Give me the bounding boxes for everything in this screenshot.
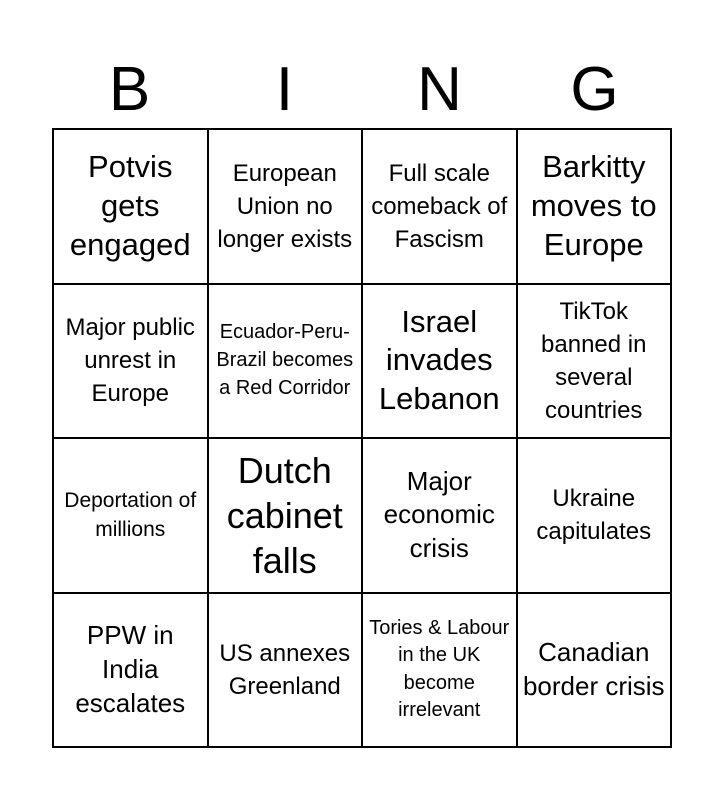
bingo-title	[52, 52, 672, 128]
bingo-cell-r3c3[interactable]	[362, 438, 517, 593]
cell-text: Major economic crisis	[383, 465, 495, 564]
bingo-cell-r3c4[interactable]	[517, 438, 672, 593]
bingo-cell-r3c1[interactable]	[53, 438, 208, 593]
bingo-card	[52, 128, 672, 748]
cell-text: Canadian border crisis	[522, 636, 665, 701]
title-letter-i: I	[275, 55, 294, 124]
cell-text: Barkitty moves to Europe	[530, 149, 657, 262]
cell-text: Potvis gets engaged	[69, 149, 191, 262]
title-letter-b: B	[108, 55, 151, 124]
cell-text: Deportation of millions	[64, 488, 197, 542]
cell-text: PPW in India escalates	[75, 620, 186, 718]
title-letter-g: G	[570, 55, 619, 124]
bingo-cell-r3c2[interactable]	[208, 438, 363, 593]
title-letter-n: N	[417, 55, 462, 124]
cell-text: Full scale comeback of Fascism	[371, 159, 508, 253]
cell-text: Israel invades Lebanon	[378, 303, 500, 417]
bingo-cell-r4c3[interactable]	[362, 593, 517, 748]
cell-text: Major public unrest in Europe	[65, 314, 195, 408]
bingo-cell-r4c1[interactable]	[53, 593, 208, 748]
cell-text: Dutch cabinet falls	[226, 449, 343, 581]
cell-text: European Union no longer exists	[217, 159, 353, 253]
bingo-cell-r1c4[interactable]	[517, 129, 672, 284]
bingo-cell-r1c1[interactable]	[53, 129, 208, 284]
bingo-cell-r4c4[interactable]	[517, 593, 672, 748]
bingo-cell-r4c2[interactable]	[208, 593, 363, 748]
cell-text: TikTok banned in several countries	[541, 297, 647, 424]
bingo-cell-r2c1[interactable]	[53, 284, 208, 439]
cell-text: US annexes Greenland	[219, 639, 351, 700]
bingo-cell-r2c3[interactable]	[362, 284, 517, 439]
cell-text: Tories & Labour in the UK become irrelevant	[369, 616, 510, 722]
cell-text: Ecuador-Peru-Brazil becomes a Red Corridor	[216, 321, 354, 399]
bingo-cell-r1c3[interactable]	[362, 129, 517, 284]
bingo-cell-r1c2[interactable]	[208, 129, 363, 284]
cell-text: Ukraine capitulates	[536, 485, 652, 546]
bingo-cell-r2c4[interactable]	[517, 284, 672, 439]
bingo-cell-r2c2[interactable]	[208, 284, 363, 439]
